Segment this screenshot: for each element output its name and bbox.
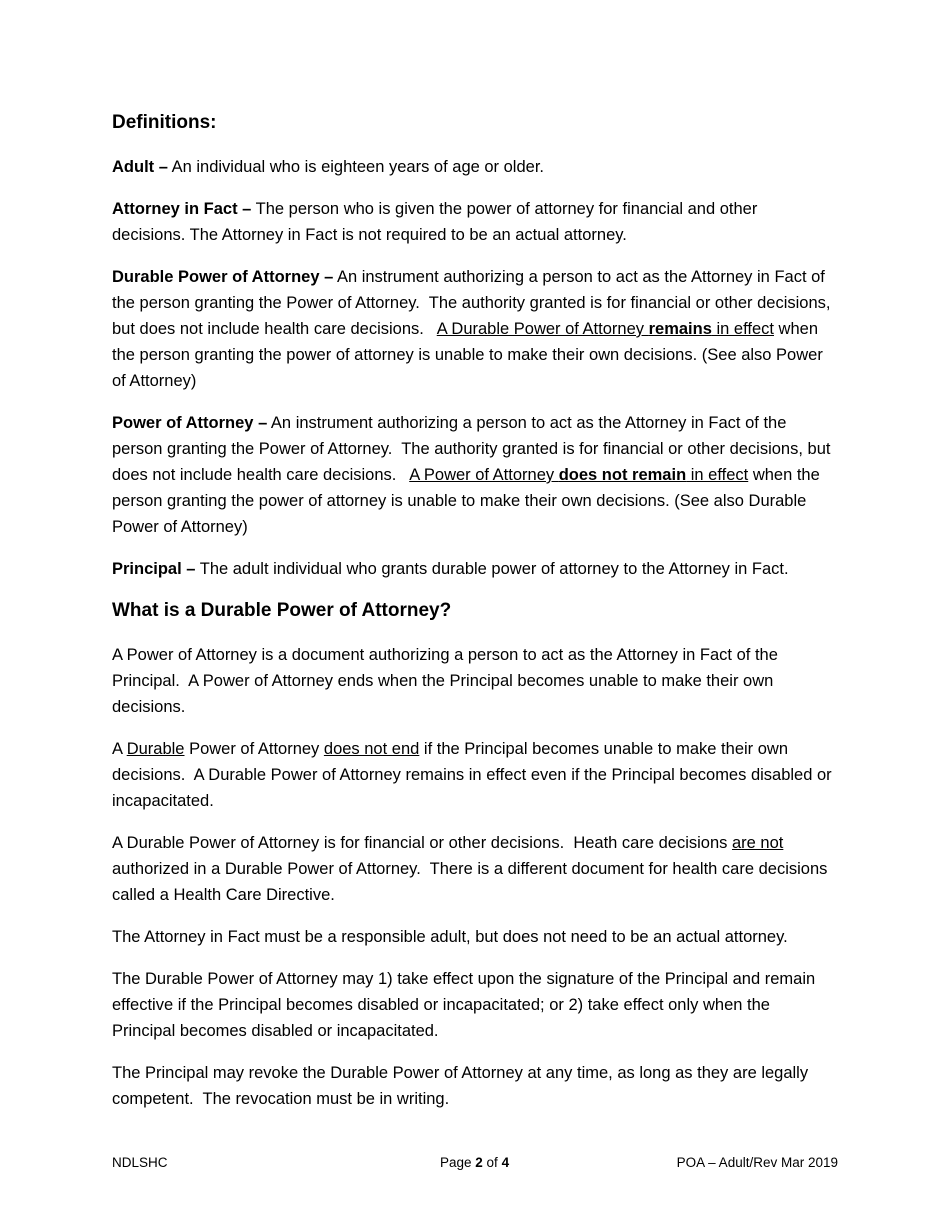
footer-page-of: of [482, 1155, 502, 1170]
footer-page-number [440, 1155, 509, 1170]
definition-principal [112, 556, 834, 582]
term-adult: Adult – [112, 158, 168, 176]
durable-poa-underline-text: A Durable Power of Attorney [436, 320, 649, 338]
definition-durable-poa-tail: when the person granting the power of attorney is unable to make their own decisions. (See also Power of Attorney) [112, 320, 823, 390]
body-paragraph-5: The Durable Power of Attorney may 1) take effect upon the signature of the Principal and remain effective if the Principal becomes disabled or incapacitated; or 2) take effect only when the Principal becomes disabled or incapacitated. [112, 970, 816, 1040]
p2-a: A [112, 740, 127, 758]
definition-poa-tail: when the person granting the power of attorney is unable to make their own decisions. (See also Durable Power of Attorney) [112, 466, 820, 536]
p2-does-not-end: does not end [323, 740, 420, 758]
body-paragraph-6: The Principal may revoke the Durable Power of Attorney at any time, as long as they are legally competent. The revocation must be in writing. [112, 1064, 813, 1108]
what-is-heading: What is a Durable Power of Attorney? [112, 600, 452, 621]
term-poa: Power of Attorney – [112, 414, 268, 432]
p3-are-not: are not [731, 834, 784, 852]
definition-adult [112, 154, 834, 180]
term-principal: Principal – [112, 560, 196, 578]
definition-poa [112, 410, 834, 540]
footer-org: NDLSHC [112, 1155, 168, 1170]
p2-c: if the Principal becomes unable to make their own decisions. A Durable Power of Attorney remains in effect even if the Principal becomes disabled or incapacitated. [112, 740, 837, 810]
p2-durable: Durable [126, 740, 185, 758]
p3-a: A Durable Power of Attorney is for financial or other decisions. Heath care decisions [112, 834, 732, 852]
durable-poa-underline [437, 320, 774, 338]
footer-page-prefix: Page [440, 1155, 476, 1170]
body-paragraph-3 [112, 830, 834, 908]
footer-page-total: 4 [501, 1155, 510, 1170]
poa-underline-text: A Power of Attorney [409, 466, 559, 484]
definition-poa-text: An instrument authorizing a person to act as the Attorney in Fact of the person granting the Power of Attorney. The authority granted is for financial or other decisions, but does not include health care decisions. [112, 414, 836, 484]
poa-underline [409, 466, 748, 484]
definition-durable-poa-text: An instrument authorizing a person to act as the Attorney in Fact of the person granting the Power of Attorney. The authority granted is for financial or other decisions, but does not include health care decisions. [112, 268, 836, 338]
durable-poa-in-effect: in effect [711, 320, 774, 338]
footer-form-id: POA – Adult/Rev Mar 2019 [676, 1155, 838, 1170]
poa-does-not-remain: does not remain [558, 466, 687, 484]
definition-attorney-in-fact-text: The person who is given the power of attorney for financial and other decisions. The Attorney in Fact is not required to be an actual attorney. [112, 200, 758, 244]
durable-poa-remains: remains [648, 320, 712, 338]
p3-b: authorized in a Durable Power of Attorney. There is a different document for health care decisions called a Health Care Directive. [112, 834, 832, 904]
definition-principal-text: The adult individual who grants durable power of attorney to the Attorney in Fact. [195, 560, 789, 578]
definition-durable-poa [112, 264, 834, 394]
definition-attorney-in-fact [112, 196, 834, 248]
body-paragraph-1: A Power of Attorney is a document authorizing a person to act as the Attorney in Fact of the Principal. A Power of Attorney ends when the Principal becomes unable to make their own decisions. [112, 646, 783, 716]
body-paragraph-4: The Attorney in Fact must be a responsible adult, but does not need to be an actual attorney. [112, 928, 788, 946]
definition-adult-text: An individual who is eighteen years of age or older. [167, 158, 544, 176]
term-durable-poa: Durable Power of Attorney – [112, 268, 334, 286]
document-page [112, 110, 837, 1128]
footer-page-current: 2 [475, 1155, 483, 1170]
poa-in-effect: in effect [686, 466, 749, 484]
term-attorney-in-fact: Attorney in Fact – [112, 200, 252, 218]
p2-b: Power of Attorney [184, 740, 324, 758]
body-paragraph-2 [112, 736, 837, 814]
definitions-heading: Definitions: [112, 112, 217, 133]
page-footer [112, 1155, 838, 1175]
